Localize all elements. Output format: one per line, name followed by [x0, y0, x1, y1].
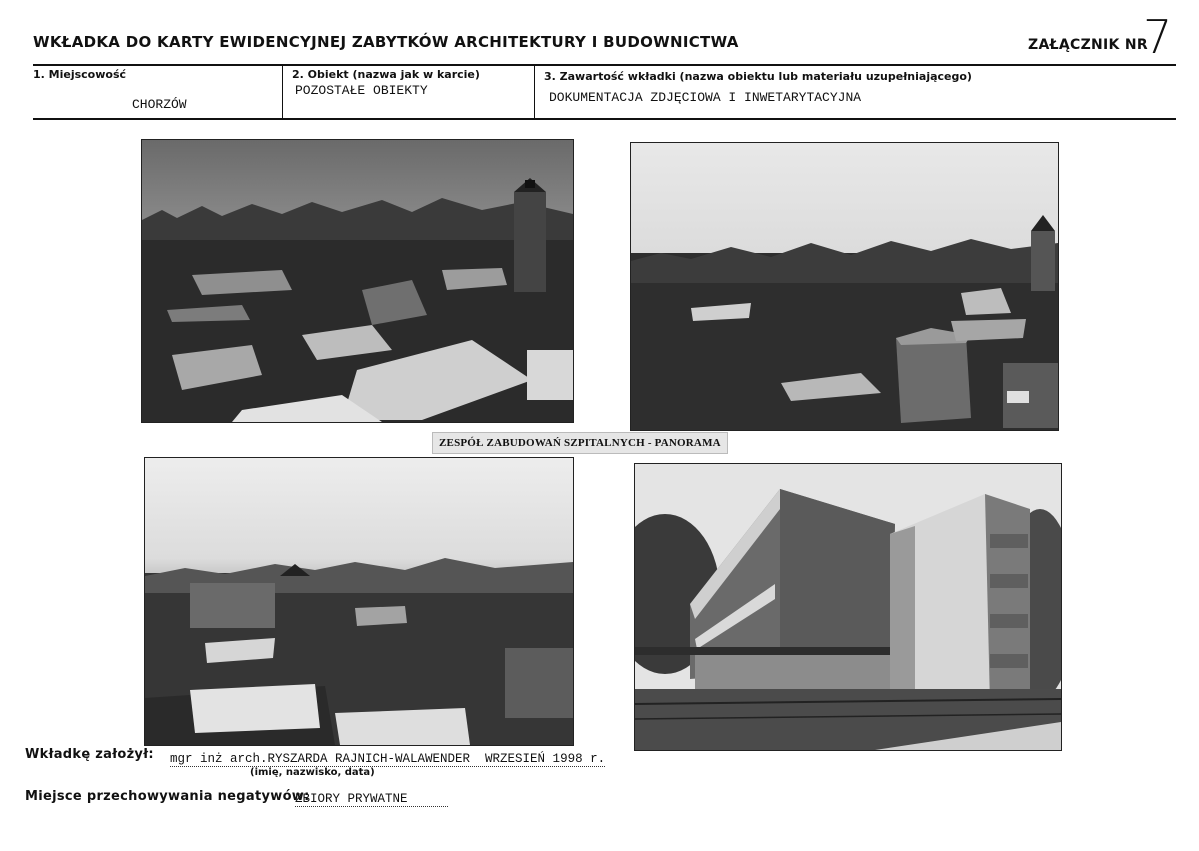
field-divider-2 [534, 65, 535, 118]
photo-panorama-2 [630, 142, 1059, 431]
header-bottom-rule [33, 118, 1176, 120]
author-label: Wkładkę założył: [25, 747, 154, 762]
locality-value: CHORZÓW [132, 97, 187, 112]
contents-label: 3. Zawartość wkładki (nazwa obiektu lub materiału uzupełniającego) [544, 70, 972, 83]
object-label: 2. Obiekt (nazwa jak w karcie) [292, 68, 480, 81]
contents-value: DOKUMENTACJA ZDJĘCIOWA I INWETARYTACYJNA [549, 90, 862, 105]
field-divider-1 [282, 65, 283, 118]
annex-label: ZAŁĄCZNIK NR [1028, 37, 1148, 53]
photo-hospital-building [634, 463, 1062, 751]
object-value: POZOSTAŁE OBIEKTY [295, 83, 428, 98]
photo-panorama-1 [141, 139, 574, 423]
storage-label: Miejsce przechowywania negatywów: [25, 789, 310, 804]
storage-value: ZBIORY PRYWATNE [295, 792, 448, 807]
author-value: mgr inż arch.RYSZARDA RAJNICH-WALAWENDER WRZESIEŃ 1998 r. [170, 752, 606, 766]
locality-label: 1. Miejscowość [33, 68, 127, 81]
header-top-rule [33, 64, 1176, 66]
photo-panorama-3 [144, 457, 574, 746]
photo-caption: ZESPÓŁ ZABUDOWAŃ SZPITALNYCH - PANORAMA [432, 432, 728, 454]
annex-number: 7 [1143, 10, 1173, 64]
document-title: WKŁADKA DO KARTY EWIDENCYJNEJ ZABYTKÓW ARCHITEKTURY I BUDOWNICTWA [33, 33, 739, 51]
author-hint: (imię, nazwisko, data) [250, 767, 375, 778]
